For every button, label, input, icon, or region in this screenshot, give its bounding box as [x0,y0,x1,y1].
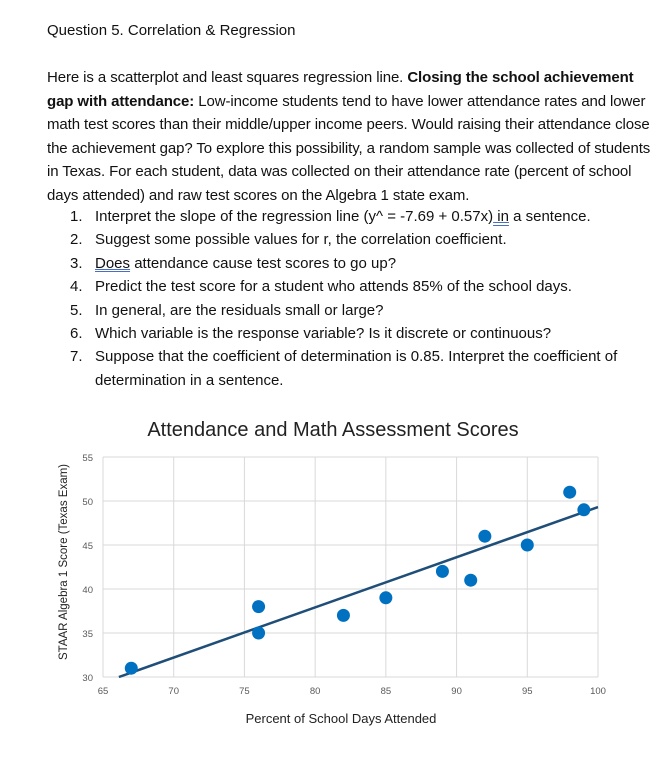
intro-lead: Here is a scatterplot and least squares regression line. [47,69,408,86]
chart-title: Attendance and Math Assessment Scores [147,419,519,441]
data-point [563,486,576,499]
question-number: 5. [70,301,83,319]
x-axis-label: Percent of School Days Attended [245,711,437,726]
question-number: 3. [70,254,83,272]
x-tick-label: 70 [168,686,180,697]
question-number: 2. [70,231,83,249]
y-tick-label: 55 [82,453,93,464]
x-tick-label: 80 [309,686,321,697]
data-point [125,662,138,675]
question-text: In general, are the residuals small or large? [95,301,384,319]
x-tick-label: 85 [380,686,392,697]
question-number: 6. [70,325,83,343]
question-number: 4. [70,278,83,296]
x-tick-label: 100 [590,686,606,697]
intro-bold: Closing the school achievement gap with attendance: [47,69,634,110]
data-point [521,539,534,552]
x-tick-label: 65 [97,686,109,697]
y-tick-label: 45 [82,541,93,552]
x-tick-label: 95 [521,686,533,697]
data-point [577,503,590,516]
question-number: 1. [70,208,83,225]
question-text: Predict the test score for a student who attends 85% of the school days. [95,278,572,296]
y-tick-label: 30 [82,673,93,684]
regression-line [119,507,598,677]
y-axis-label: STAAR Algebra 1 Score (Texas Exam) [58,464,70,660]
data-point [436,565,449,578]
question-text: Interpret the slope of the regression line (y^ = -7.69 + 0.57x) in a sentence. [95,208,591,225]
question-text: Which variable is the response variable? Is it discrete or continuous? [95,325,552,343]
y-tick-label: 40 [82,585,93,596]
intro-rest: Low-income students tend to have lower attendance rates and lower math test scores than their middle/upper income peers. Would raising their attendance close the achievement gap? To explore this possibility, a random sample was collected of students in Texas. For each student, data was collected on their attendance rate (percent of school days attended) and raw test scores on the Algebra 1 state exam. [47,92,651,204]
question-text: Does attendance cause test scores to go up? [95,254,397,272]
data-point [252,627,265,640]
data-point [337,609,350,622]
question-number: 7. [70,348,83,366]
y-tick-label: 35 [82,629,93,640]
question-title: Question 5. Correlation & Regression [47,22,296,39]
data-point [252,600,265,613]
y-tick-label: 50 [82,497,93,508]
question-text: Suppose that the coefficient of determination is 0.85. Interpret the coefficient of determination in a sentence. [95,348,618,389]
data-point [464,574,477,587]
question-text: Suggest some possible values for r, the correlation coefficient. [95,231,507,249]
x-tick-label: 75 [239,686,250,697]
data-point [478,530,491,543]
data-point [379,591,392,604]
x-tick-label: 90 [451,686,462,697]
